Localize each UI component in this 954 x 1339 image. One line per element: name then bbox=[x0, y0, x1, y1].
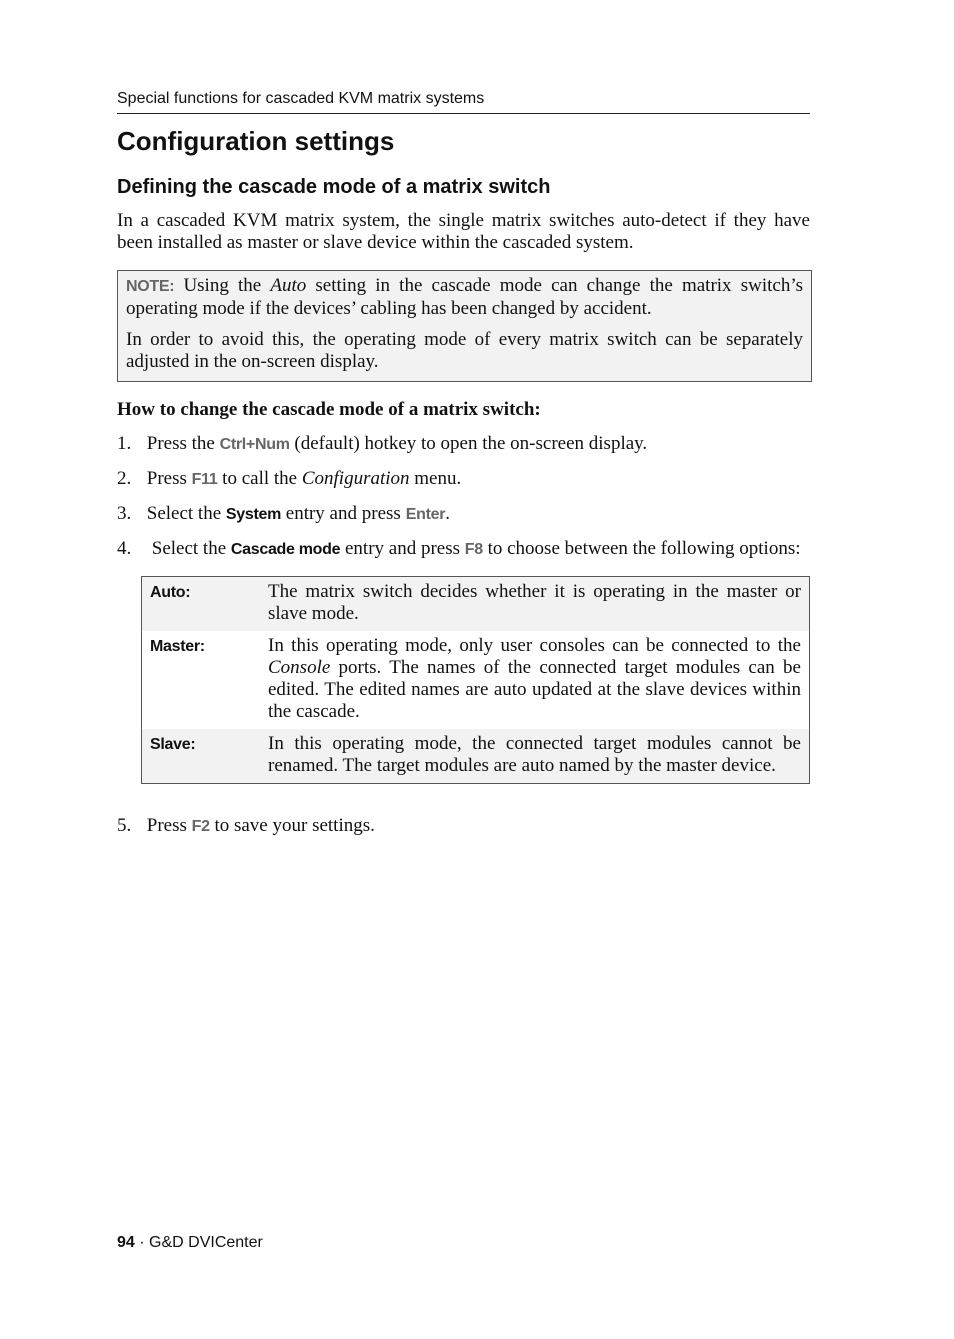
intro-paragraph: In a cascaded KVM matrix system, the single matrix switches auto-detect if they have been installed as master or slave device within the cascaded system. bbox=[117, 210, 810, 253]
note-paragraph-2: In order to avoid this, the operating mode of every matrix switch can be separately adjusted in the on-screen display. bbox=[126, 329, 803, 372]
note-box bbox=[117, 270, 812, 382]
option-row-master bbox=[142, 631, 810, 729]
key-f11: F11 bbox=[191, 471, 218, 488]
system-entry: System bbox=[225, 506, 282, 523]
step-5: 5. Press F2 to save your settings. bbox=[117, 815, 375, 836]
subsection-title: Defining the cascade mode of a matrix switch bbox=[117, 176, 551, 198]
footer-separator: · bbox=[139, 1234, 145, 1251]
key-f2: F2 bbox=[191, 818, 210, 835]
page-footer bbox=[117, 1233, 263, 1253]
option-row-slave bbox=[142, 729, 810, 784]
option-description: In this operating mode, only user consoles can be connected to the Console ports. The names of the connected target modules can be edited. The edited names are auto updated at the slave devices within the cascade. bbox=[268, 635, 801, 722]
option-row-auto bbox=[142, 577, 810, 632]
auto-term: Auto bbox=[270, 275, 307, 296]
step-3: 3. Select the System entry and press Enter. bbox=[117, 503, 450, 524]
key-enter: Enter bbox=[405, 506, 446, 523]
step-1: 1. Press the Ctrl+Num (default) hotkey to open the on-screen display. bbox=[117, 433, 648, 454]
running-header bbox=[117, 89, 810, 114]
option-label: Slave: bbox=[150, 736, 196, 753]
section-title: Configuration settings bbox=[117, 126, 395, 156]
note-label: NOTE: bbox=[126, 278, 175, 295]
step-2: 2. Press F11 to call the Configuration menu. bbox=[117, 468, 462, 489]
key-f8: F8 bbox=[464, 541, 483, 558]
footer-product: G&D DVICenter bbox=[149, 1234, 263, 1251]
option-label: Auto: bbox=[150, 584, 191, 601]
hotkey-ctrl-num: Ctrl+Num bbox=[219, 436, 290, 453]
running-header-text: Special functions for cascaded KVM matrix systems bbox=[117, 90, 485, 107]
option-description: In this operating mode, the connected target modules cannot be renamed. The target modules are auto named by the master device. bbox=[260, 729, 810, 784]
step-4: 4. Select the Cascade mode entry and press F8 to choose between the following options: bbox=[117, 538, 801, 559]
page-number: 94 bbox=[117, 1234, 135, 1251]
cascade-mode-options-table bbox=[141, 576, 810, 784]
console-term: Console bbox=[268, 657, 331, 678]
cascade-mode-entry: Cascade mode bbox=[230, 541, 341, 558]
option-label: Master: bbox=[150, 638, 205, 655]
note-paragraph-1: NOTE: Using the Auto setting in the cascade mode can change the matrix switch’s operating mode if the devices’ cabling has been changed by accident. bbox=[126, 275, 803, 319]
howto-title: How to change the cascade mode of a matrix switch: bbox=[117, 399, 541, 420]
configuration-menu-term: Configuration bbox=[301, 468, 410, 489]
option-description: The matrix switch decides whether it is operating in the master or slave mode. bbox=[260, 577, 810, 632]
